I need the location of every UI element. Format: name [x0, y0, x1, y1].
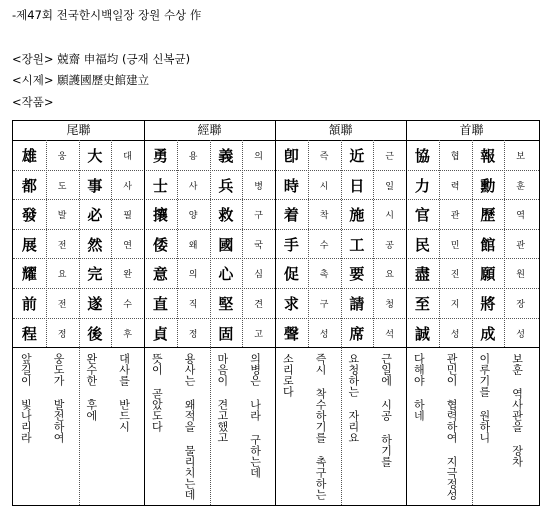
hangul-reading: 왜: [188, 240, 198, 251]
hanja-char: 近: [349, 147, 365, 165]
hangul-reading: 국: [254, 240, 263, 251]
hanja-char: 大: [87, 147, 103, 165]
hangul-reading: 구: [319, 300, 329, 310]
hangul-reading: 성: [516, 329, 525, 340]
column-divider: [472, 140, 473, 347]
column-divider: [242, 140, 243, 347]
hangul-reading: 요: [57, 270, 67, 281]
hangul-reading: 대: [123, 152, 132, 162]
hanja-char: 勇: [152, 147, 168, 165]
hangul-reading: 착: [319, 211, 329, 222]
hanja-char: 將: [480, 295, 496, 313]
hangul-reading: 정: [188, 329, 198, 340]
hangul-reading: 연: [123, 240, 132, 251]
hanja-char: 都: [21, 176, 37, 195]
translation-column-divider: [341, 347, 342, 505]
hanja-char: 遂: [87, 295, 103, 313]
hanja-char: 協: [414, 147, 430, 165]
translation-text: 앞길이 빛나리라: [19, 353, 33, 444]
hanja-char: 手: [283, 235, 299, 254]
poem-topic-label: <시제> 願護國歷史館建立: [12, 73, 150, 87]
hangul-reading: 의: [254, 152, 263, 162]
hanja-char: 願: [480, 265, 496, 284]
hangul-reading: 성: [319, 329, 329, 340]
translation-text: 대사를 반드시: [117, 353, 131, 433]
hangul-reading: 필: [123, 211, 132, 222]
hangul-reading: 보: [516, 152, 525, 162]
translation-column-divider: [472, 347, 473, 505]
hanja-char: 發: [21, 206, 37, 225]
hanja-char: 堅: [218, 295, 234, 313]
hanja-char: 救: [218, 206, 234, 225]
translation-column-divider: [210, 347, 211, 505]
translation-text: 이루기를 원하니: [477, 353, 491, 444]
column-divider: [210, 140, 211, 347]
hanja-char: 雄: [21, 147, 37, 165]
row-divider: [13, 229, 539, 230]
column-divider: [373, 140, 374, 347]
hangul-reading: 관: [516, 240, 525, 251]
hangul-reading: 촉: [319, 270, 329, 281]
hanja-char: 士: [152, 176, 168, 195]
hanja-char: 官: [414, 206, 430, 225]
hangul-reading: 훈: [516, 181, 525, 192]
hanja-char: 席: [349, 324, 365, 343]
translation-text: 마음이 견고했고: [215, 353, 229, 444]
row-divider: [13, 199, 539, 200]
hangul-reading: 석: [385, 329, 394, 340]
hanja-char: 報: [480, 147, 496, 165]
hangul-reading: 완: [123, 270, 132, 281]
hangul-reading: 사: [188, 181, 198, 192]
hanja-char: 日: [349, 176, 365, 195]
hanja-char: 勳: [480, 176, 496, 195]
hanja-char: 後: [87, 324, 103, 343]
hanja-char: 請: [349, 295, 365, 313]
hanja-char: 誠: [414, 324, 430, 343]
hangul-reading: 양: [188, 211, 198, 222]
hangul-reading: 일: [385, 181, 394, 192]
section-title: 首聯: [459, 123, 484, 137]
hangul-reading: 요: [385, 270, 394, 281]
hanja-char: 必: [87, 206, 103, 225]
header-divider: [13, 140, 539, 141]
column-divider: [341, 140, 342, 347]
translation-text: 즉시 착수하기를 촉구하는: [314, 353, 328, 501]
hangul-reading: 발: [57, 211, 67, 222]
hangul-reading: 견: [254, 300, 263, 310]
hangul-reading: 시: [385, 211, 394, 222]
hanja-char: 倭: [152, 235, 168, 254]
translation-text: 근일에 시공 하기를: [379, 353, 393, 468]
column-divider: [439, 140, 440, 347]
column-divider: [177, 140, 178, 347]
hanja-char: 館: [480, 235, 496, 254]
hangul-reading: 구: [254, 211, 263, 222]
translation-column-divider: [79, 347, 80, 505]
hangul-reading: 력: [450, 181, 460, 192]
hangul-reading: 근: [385, 152, 394, 162]
hanja-char: 直: [152, 295, 168, 313]
hangul-reading: 성: [450, 329, 460, 340]
hanja-char: 程: [21, 324, 37, 343]
hanja-char: 展: [21, 235, 37, 254]
hanja-char: 促: [283, 265, 299, 284]
hanja-char: 貞: [152, 324, 168, 343]
hanja-char: 民: [414, 235, 430, 254]
hanja-char: 事: [87, 176, 103, 195]
hangul-reading: 장: [516, 300, 525, 310]
hangul-reading: 민: [450, 240, 460, 251]
hanja-char: 成: [480, 324, 496, 343]
hangul-reading: 즉: [319, 152, 329, 162]
section-divider: [406, 121, 407, 505]
column-divider: [79, 140, 80, 347]
translation-text: 요청하는 자리요: [346, 353, 360, 444]
hangul-reading: 협: [450, 152, 460, 162]
hanja-char: 心: [218, 265, 234, 284]
row-divider: [13, 288, 539, 289]
column-divider: [504, 140, 505, 347]
hangul-reading: 공: [385, 240, 394, 251]
column-divider: [46, 140, 47, 347]
translation-text: 보훈 역사관을 장차: [510, 353, 524, 468]
hangul-reading: 병: [254, 181, 263, 192]
poem-table: [12, 120, 540, 506]
hangul-reading: 수: [123, 300, 132, 310]
hanja-char: 工: [349, 235, 365, 254]
hangul-reading: 용: [188, 152, 198, 162]
section-title: 頷聯: [328, 123, 353, 137]
translation-text: 용사는 왜적을 물리치는데: [183, 353, 197, 501]
row-divider: [13, 170, 539, 171]
hanja-char: 完: [87, 265, 103, 284]
row-divider: [13, 318, 539, 319]
translation-text: 소리로다: [281, 353, 295, 398]
hangul-reading: 청: [385, 300, 394, 310]
winner-label: <장원> 兢齋 申福均 (긍재 신복균): [12, 52, 191, 66]
hangul-reading: 지: [450, 300, 460, 310]
section-divider: [275, 121, 276, 505]
hanja-char: 着: [283, 206, 299, 225]
hanja-char: 意: [152, 265, 168, 284]
hanja-char: 聲: [283, 324, 299, 343]
hangul-reading: 후: [123, 329, 132, 340]
hanja-char: 至: [414, 295, 430, 313]
translation-text: 완수한 후에: [84, 353, 98, 422]
translation-text: 뜻이 곧았도다: [150, 353, 164, 433]
hangul-reading: 전: [57, 240, 67, 251]
hanja-char: 國: [218, 235, 234, 254]
hangul-reading: 도: [57, 181, 67, 192]
hanja-char: 歷: [480, 206, 496, 225]
hanja-char: 前: [21, 295, 37, 313]
hangul-reading: 고: [254, 329, 263, 340]
hanja-char: 盡: [414, 265, 430, 284]
hanja-char: 時: [283, 176, 299, 195]
hangul-reading: 역: [516, 211, 525, 222]
hanja-char: 攘: [152, 206, 168, 225]
hanja-char: 耀: [21, 265, 37, 284]
translation-text: 다해야 하네: [412, 353, 426, 422]
hanja-char: 兵: [218, 176, 234, 195]
section-title: 尾聯: [66, 123, 91, 137]
hangul-reading: 전: [57, 300, 67, 310]
hangul-reading: 관: [450, 211, 460, 222]
hangul-reading: 원: [516, 270, 525, 281]
column-divider: [111, 140, 112, 347]
row-divider: [13, 258, 539, 259]
hangul-reading: 의: [188, 270, 198, 281]
hangul-reading: 직: [188, 300, 198, 310]
work-label: <작품>: [12, 95, 54, 109]
hanja-char: 固: [218, 324, 234, 343]
section-divider: [144, 121, 145, 505]
hangul-reading: 시: [319, 181, 329, 192]
hangul-reading: 웅: [57, 152, 67, 162]
translation-divider: [13, 347, 539, 348]
translation-text: 웅도가 발전하여: [52, 353, 66, 444]
hangul-reading: 진: [450, 270, 460, 281]
hanja-char: 然: [87, 235, 103, 254]
hangul-reading: 수: [319, 240, 329, 251]
hangul-reading: 심: [254, 270, 263, 281]
hanja-char: 求: [283, 295, 299, 313]
section-title: 經聯: [197, 123, 222, 137]
column-divider: [308, 140, 309, 347]
hanja-char: 義: [218, 147, 234, 165]
hanja-char: 要: [349, 265, 365, 284]
hangul-reading: 정: [57, 329, 67, 340]
hangul-reading: 사: [123, 181, 132, 192]
poem-contest-title: -제47회 전국한시백일장 장원 수상 作: [12, 8, 202, 22]
hanja-char: 力: [414, 176, 430, 195]
hanja-char: 施: [349, 206, 365, 225]
hanja-char: 卽: [283, 147, 299, 165]
translation-text: 관민이 협력하여 지극정성: [445, 353, 459, 501]
translation-text: 의병은 나라 구하는데: [248, 353, 262, 479]
